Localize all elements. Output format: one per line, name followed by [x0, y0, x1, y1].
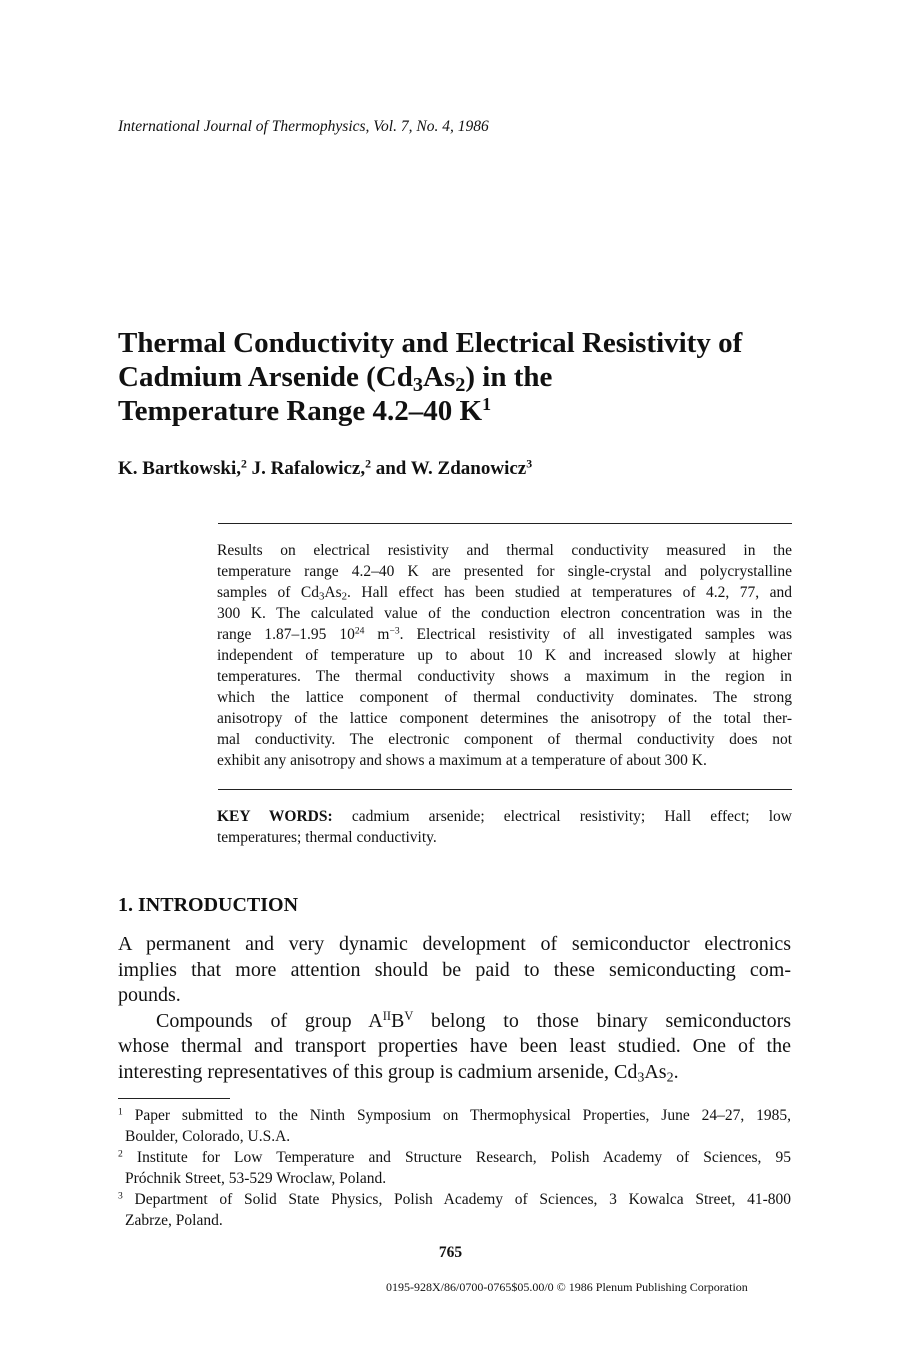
title-line-2: Cadmium Arsenide $(Cd_3As_2)$ in the	[118, 361, 553, 397]
key-words-line-2: temperatures; thermal conductivity.	[217, 829, 437, 846]
key-words-line-1: KEY WORDS: cadmium arsenide; electrical resistivity; Hall effect; low	[217, 808, 792, 825]
abstract-top-rule	[218, 523, 792, 524]
abstract	[217, 540, 792, 771]
title-line-1: Thermal Conductivity and Electrical Resistivity of	[118, 327, 743, 359]
footnote: $^3$ Department of Solid State Physics, Polish Academy of Sciences, 3 Kowalca Street, 41-800 Zabrze, Poland.	[118, 1190, 791, 1229]
body-line: whose thermal and transport properties have been least studied. One of the	[118, 1035, 791, 1057]
abstract-line: 300 K. The calculated value of the conduction electron concentration was in the	[217, 605, 792, 622]
author-affiliation-mark: 2	[365, 457, 371, 471]
body-line: interesting representatives of this group is cadmium arsenide, $Cd_3As_2$.	[118, 1060, 679, 1085]
abstract-line: mal conductivity. The electronic component of thermal conductivity does not	[217, 731, 792, 748]
author-name: W. Zdanowicz	[410, 458, 527, 479]
footnotes	[118, 1105, 791, 1231]
section-heading: 1. INTRODUCTION	[118, 894, 299, 916]
page-number: 765	[438, 1244, 463, 1261]
footnote-rule	[118, 1098, 230, 1099]
body-line: A permanent and very dynamic development of semiconductor electronics	[118, 933, 791, 955]
abstract-line: range 1.87–1.95 $10^{24}$ $m^{-3}$. Electrical resistivity of all investigated samples was	[217, 625, 793, 643]
footnote: $^1$ Paper submitted to the Ninth Symposium on Thermophysical Properties, June 24–27, 1985, Boulder, Colorado, U.S.A.	[118, 1106, 791, 1145]
abstract-line: independent of temperature up to about 10 K and increased slowly at higher	[217, 647, 792, 664]
abstract-line: Results on electrical resistivity and thermal conductivity measured in the	[217, 542, 792, 559]
abstract-line: temperatures. The thermal conductivity shows a maximum in the region in	[217, 668, 792, 685]
abstract-bottom-rule	[218, 789, 792, 790]
abstract-line: which the lattice component of thermal conductivity dominates. The strong	[217, 689, 792, 706]
paper-title	[118, 326, 818, 428]
footnote: $^2$ Institute for Low Temperature and Structure Research, Polish Academy of Sciences, 95 Próchnik Street, 53-529 Wroclaw, Poland.	[118, 1148, 791, 1187]
abstract-line: samples of $Cd_3As_2$. Hall effect has been studied at temperatures of 4.2, 77, and	[217, 584, 793, 603]
key-words-label: KEY WORDS:	[217, 808, 333, 825]
abstract-line: temperature range 4.2–40 K are presented for single-crystal and polycrystalline	[217, 563, 792, 580]
body-text	[118, 932, 791, 1085]
body-line: Compounds of group $A^{II}B^V$ belong to those binary semiconductors	[156, 1008, 792, 1032]
author-name: K. Bartkowski,	[118, 458, 241, 479]
title-line-3: Temperature Range 4.2–40 $K^1$	[118, 394, 492, 427]
footnote-mark: 3	[118, 1190, 123, 1202]
body-line: pounds.	[118, 984, 181, 1006]
author-connector: and	[375, 458, 407, 479]
author-list	[118, 458, 532, 480]
footnote-mark: 2	[118, 1148, 123, 1160]
key-words	[217, 806, 792, 848]
abstract-line: anisotropy of the lattice component determines the anisotropy of the total ther-	[217, 710, 792, 727]
body-line: implies that more attention should be paid to these semiconducting com-	[118, 958, 791, 981]
author-affiliation-mark: 2	[241, 457, 247, 471]
author-name: J. Rafalowicz,	[251, 458, 366, 479]
copyright-line: 0195-928X/86/0700-0765$05.00/0 © 1986 Plenum Publishing Corporation	[386, 1280, 748, 1294]
author-affiliation-mark: 3	[526, 457, 533, 471]
abstract-line: exhibit any anisotropy and shows a maximum at a temperature of about 300 K.	[217, 752, 707, 769]
journal-header: International Journal of Thermophysics, Vol. 7, No. 4, 1986	[118, 118, 489, 135]
footnote-mark: 1	[118, 1106, 123, 1118]
